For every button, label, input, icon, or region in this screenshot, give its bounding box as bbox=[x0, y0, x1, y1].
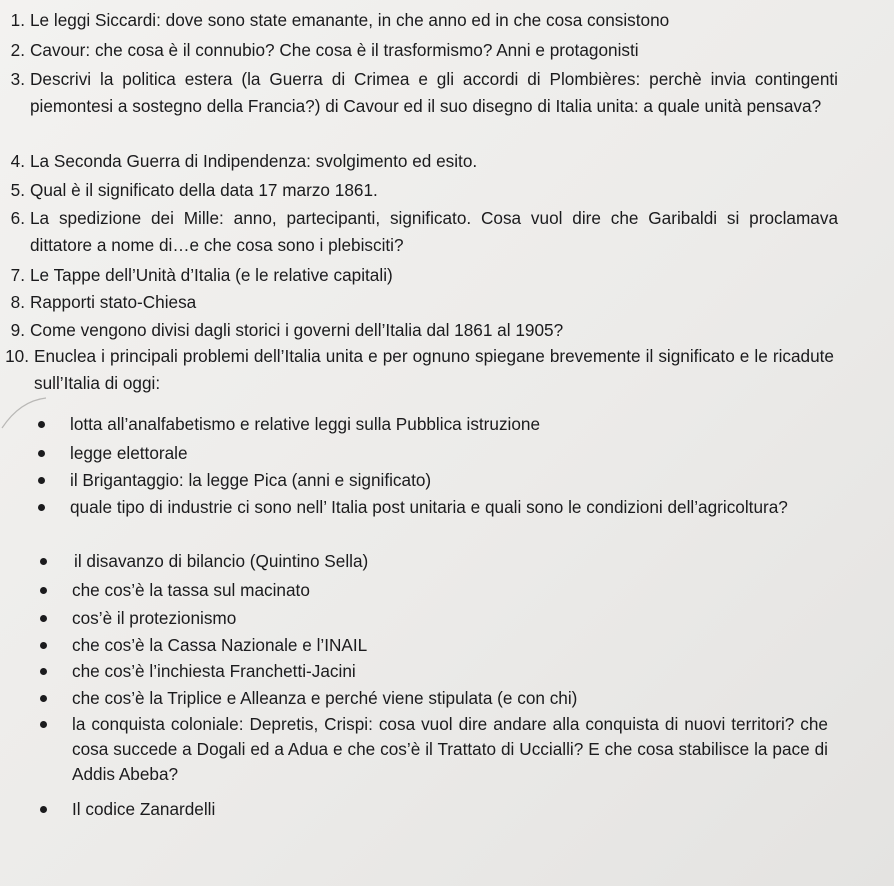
bullet-item bbox=[70, 495, 832, 520]
question-number: 9. bbox=[10, 320, 25, 340]
question-text: La Seconda Guerra di Indipendenza: svolgimento ed esito. bbox=[30, 151, 478, 171]
question-text: Descrivi la politica estera (la Guerra di Crimea e gli accordi di Plombières: perchè invia contingenti piemontesi a sostegno della Francia?) di Cavour ed il suo disegno di Italia unita: a quale unità pensava? bbox=[30, 69, 838, 116]
question-3 bbox=[10, 66, 838, 119]
question-1 bbox=[10, 7, 838, 34]
bullet-item bbox=[70, 441, 832, 466]
question-10 bbox=[5, 343, 834, 396]
bullet-text: che cos’è la Triplice e Alleanza e perché viene stipulata (e con chi) bbox=[72, 688, 578, 708]
question-number: 7. bbox=[10, 265, 25, 285]
question-number: 1. bbox=[10, 10, 25, 30]
question-number: 2. bbox=[10, 40, 25, 60]
bullet-dot-icon bbox=[40, 806, 47, 813]
question-text: Qual è il significato della data 17 marzo 1861. bbox=[30, 180, 378, 200]
question-number: 4. bbox=[10, 151, 25, 171]
bullet-dot-icon bbox=[40, 642, 47, 649]
bullet-text: cos’è il protezionismo bbox=[72, 608, 237, 628]
bullet-dot-icon bbox=[40, 668, 47, 675]
bullet-item bbox=[72, 797, 834, 822]
bullet-item bbox=[70, 412, 832, 437]
question-6 bbox=[10, 205, 838, 258]
question-9 bbox=[10, 317, 838, 344]
bullet-item bbox=[74, 549, 836, 574]
bullet-item bbox=[72, 633, 834, 658]
question-number: 8. bbox=[10, 292, 25, 312]
question-text: Le leggi Siccardi: dove sono state emanante, in che anno ed in che cosa consistono bbox=[30, 10, 670, 30]
question-text: Cavour: che cosa è il connubio? Che cosa è il trasformismo? Anni e protagonisti bbox=[30, 40, 639, 60]
bullet-item bbox=[72, 659, 834, 684]
bullet-text: che cos’è la tassa sul macinato bbox=[72, 580, 310, 600]
bullet-dot-icon bbox=[40, 721, 47, 728]
question-number: 5. bbox=[10, 180, 25, 200]
question-4 bbox=[10, 148, 838, 175]
question-text: Le Tappe dell’Unità d’Italia (e le relative capitali) bbox=[30, 265, 393, 285]
question-number: 3. bbox=[10, 69, 25, 89]
question-number: 10. bbox=[5, 346, 29, 366]
question-number: 6. bbox=[10, 208, 25, 228]
bullet-dot-icon bbox=[40, 587, 47, 594]
question-2 bbox=[10, 37, 838, 64]
question-8 bbox=[10, 289, 838, 316]
bullet-text: la conquista coloniale: Depretis, Crispi: cosa vuol dire andare alla conquista di nuovi territori? che cosa succede a Dogali ed a Adua e che cos’è il Trattato di Uccialli? E che cosa stabilisce la pace di Addis Abeba? bbox=[72, 714, 828, 784]
bullet-dot-icon bbox=[38, 421, 45, 428]
bullet-text: il Brigantaggio: la legge Pica (anni e significato) bbox=[70, 470, 432, 490]
bullet-item bbox=[72, 686, 834, 711]
bullet-text: Il codice Zanardelli bbox=[72, 799, 216, 819]
bullet-dot-icon bbox=[40, 558, 47, 565]
bullet-text: lotta all’analfabetismo e relative leggi sulla Pubblica istruzione bbox=[70, 414, 541, 434]
question-text: Come vengono divisi dagli storici i governi dell’Italia dal 1861 al 1905? bbox=[30, 320, 564, 340]
question-text: La spedizione dei Mille: anno, partecipanti, significato. Cosa vuol dire che Garibaldi si proclamava dittatore a nome di…e che cosa sono i plebisciti? bbox=[30, 208, 838, 255]
bullet-text: che cos’è la Cassa Nazionale e l’INAIL bbox=[72, 635, 368, 655]
bullet-text: che cos’è l’inchiesta Franchetti-Jacini bbox=[72, 661, 356, 681]
question-text: Rapporti stato-Chiesa bbox=[30, 292, 197, 312]
bullet-text: il disavanzo di bilancio (Quintino Sella) bbox=[74, 551, 369, 571]
bullet-dot-icon bbox=[38, 504, 45, 511]
bullet-text: legge elettorale bbox=[70, 443, 188, 463]
bullet-item bbox=[72, 712, 828, 787]
question-5 bbox=[10, 177, 838, 204]
bullet-item bbox=[72, 578, 834, 603]
bullet-item bbox=[70, 468, 832, 493]
bullet-item bbox=[72, 606, 834, 631]
question-text: Enuclea i principali problemi dell’Italia unita e per ognuno spiegane brevemente il significato e le ricadute sull’Italia di oggi: bbox=[34, 346, 834, 393]
question-7 bbox=[10, 262, 838, 289]
bullet-dot-icon bbox=[40, 695, 47, 702]
bullet-text: quale tipo di industrie ci sono nell’ Italia post unitaria e quali sono le condizioni dell’agricoltura? bbox=[70, 497, 788, 517]
bullet-dot-icon bbox=[38, 450, 45, 457]
bullet-dot-icon bbox=[40, 615, 47, 622]
bullet-dot-icon bbox=[38, 477, 45, 484]
